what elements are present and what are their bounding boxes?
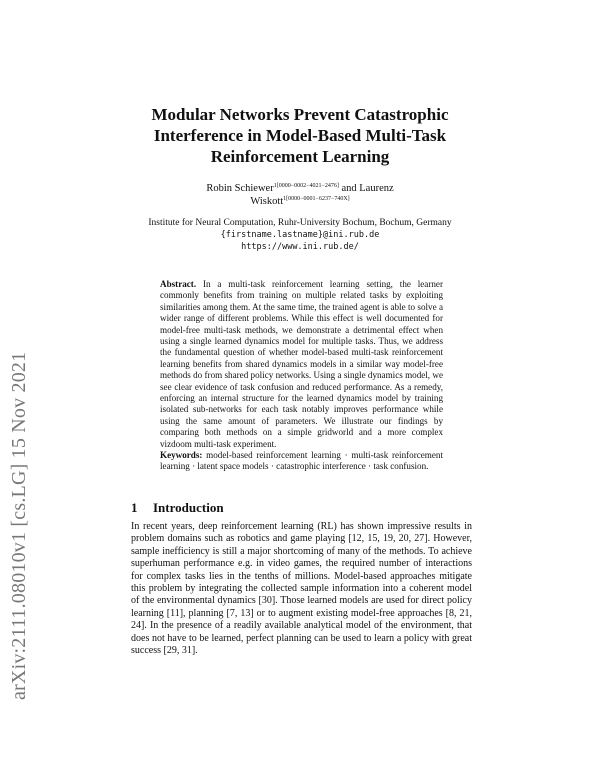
section-number: 1 bbox=[131, 500, 138, 515]
abstract-text: In a multi-task reinforcement learning setting, the learner commonly benefits from training on multiple related tasks by exploiting similarities among them. At the same time, the trained agent is able to solve a wider range of different problems. While this effect is well documented for model-free multi-task methods, we demonstrate a detrimental effect when using a single learned dynamics model for multiple tasks. Thus, we address the fundamental question of whether model-based multi-task reinforcement learning benefits from shared dynamics models in a similar way model-free methods do from shared policy networks. Using a single dynamics model, we see clear evidence of task confusion and reduced performance. As a remedy, enforcing an internal structure for the learned dynamics model by training isolated sub-networks for each task notably improves performance while using the same amount of parameters. We illustrate our findings by comparing both methods on a simple gridworld and a more complex vizdoom multi-task experiment. bbox=[160, 279, 443, 449]
abstract bbox=[160, 279, 443, 450]
section-heading bbox=[131, 500, 471, 516]
institute: Institute for Neural Computation, Ruhr-University Bochum, Bochum, Germany bbox=[148, 218, 452, 228]
arxiv-identifier: arXiv:2111.08010v1 [cs.LG] 15 Nov 2021 bbox=[8, 351, 30, 700]
website-url: https://www.ini.rub.de/ bbox=[241, 242, 359, 252]
author-conjunction: and Laurenz bbox=[338, 183, 394, 194]
abstract-label: Abstract. bbox=[160, 279, 197, 289]
section-title: Introduction bbox=[153, 500, 224, 515]
intro-paragraph: In recent years, deep reinforcement learning (RL) has shown impressive results in problem domains such as robotics and game playing [12, 15, 19, 20, 27]. However, sample inefficiency is still a major shortcoming of many of the methods. To achieve superhuman performance e.g. in video games, the required number of interactions for complex tasks lies in the tenths of millions. Model-based approaches mitigate this problem by integrating the collected sample information into a coherent model of the environmental dynamics [30]. Those learned models are used for direct policy learning [11], planning [7, 13] or to augment existing model-free approaches [8, 21, 24]. In the presence of a readily available analytical model of the environment, that does not have to be learned, perfect planning can be used to learn a policy with great success [29, 31]. bbox=[131, 521, 472, 657]
email: {firstname.lastname}@ini.rub.de bbox=[220, 230, 380, 240]
orcid-id: 1[0000−0002−4021−2476] bbox=[273, 183, 339, 189]
author-name: Robin Schiewer bbox=[206, 183, 274, 194]
author-name: Wiskott bbox=[250, 196, 284, 207]
orcid-id: 1[0000−0001−6237−740X] bbox=[283, 196, 350, 202]
keywords-label: Keywords: bbox=[160, 450, 203, 460]
keywords bbox=[160, 450, 443, 473]
author-list bbox=[150, 182, 450, 208]
affiliation bbox=[130, 217, 470, 253]
paper-title: Modular Networks Prevent Catastrophic Interference in Model-Based Multi-Task Reinforcement Learning bbox=[151, 105, 449, 166]
keywords-text: model-based reinforcement learning · multi-task reinforcement learning · latent space models · catastrophic interference · task confusion. bbox=[160, 450, 443, 472]
